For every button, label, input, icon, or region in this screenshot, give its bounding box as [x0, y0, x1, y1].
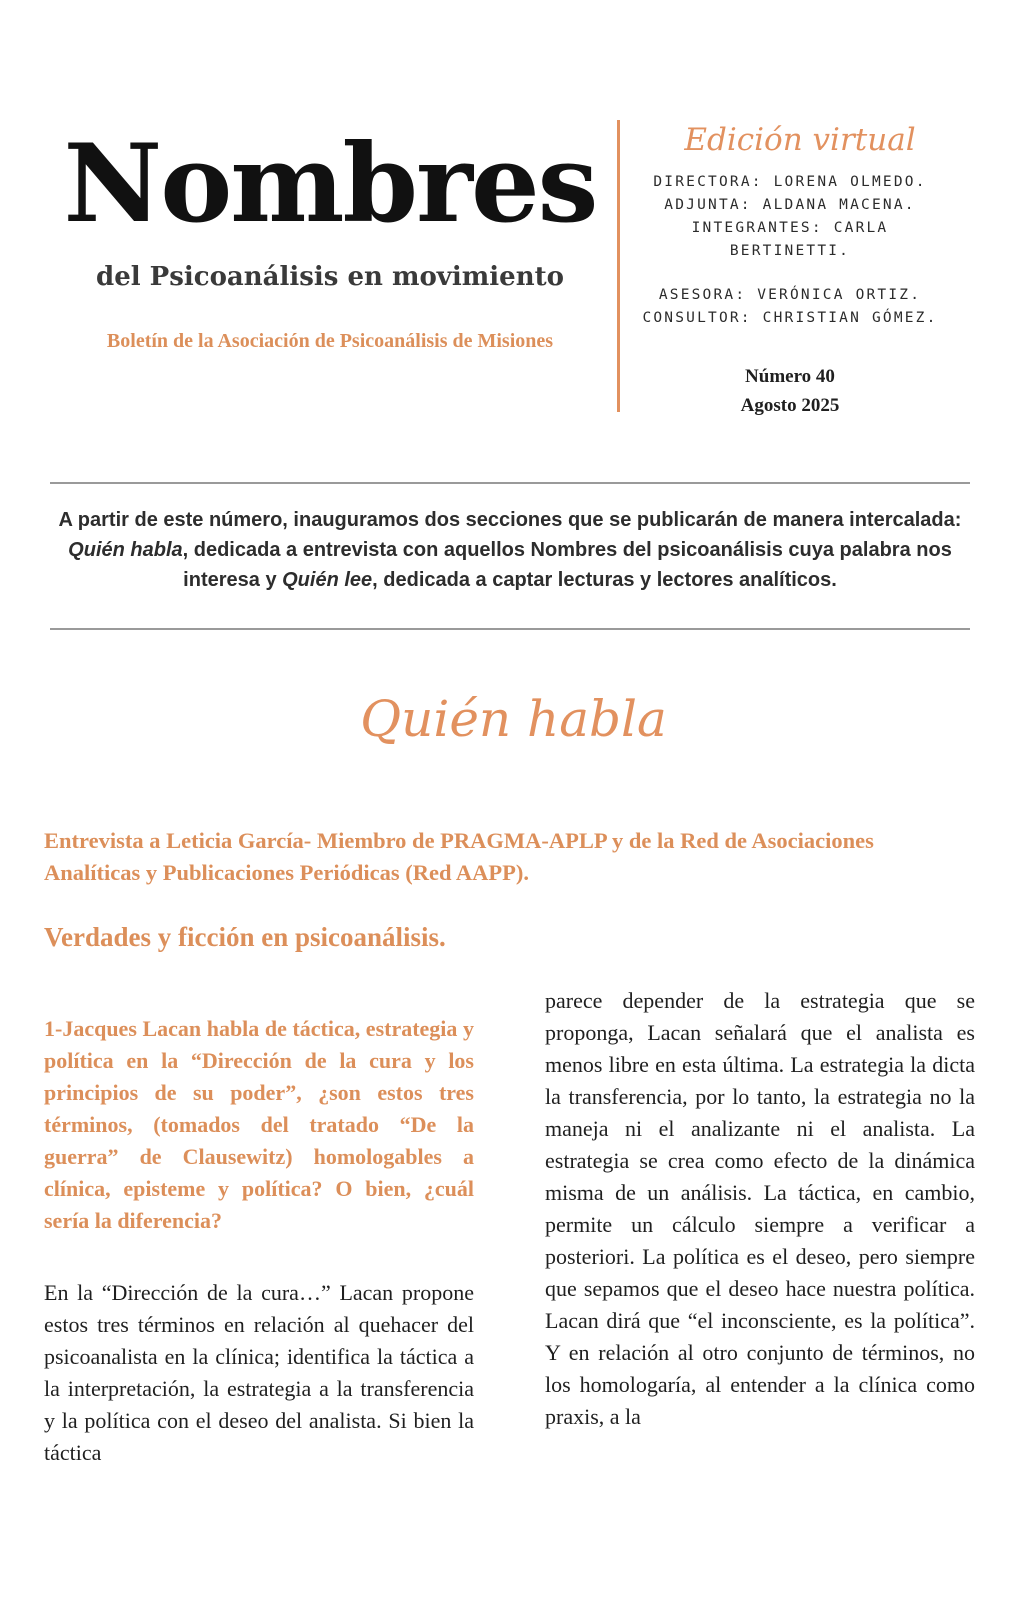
- intro-part: , dedicada a entrevista con aquellos Nombres del psicoanálisis cuya palabra nos interesa y: [182, 539, 952, 591]
- staff-line: DIRECTORA: LORENA OLMEDO.: [653, 174, 927, 190]
- intro-section-name: Quién habla: [68, 539, 183, 561]
- staff-line: ADJUNTA: ALDANA MACENA.: [664, 197, 916, 213]
- staff-line: ASESORA: VERÓNICA ORTIZ.: [658, 287, 922, 303]
- intro-text: [55, 505, 965, 595]
- intro-part: A partir de este número, inauguramos dos secciones que se publicarán de manera intercalada:: [58, 509, 962, 531]
- masthead-subtitle: del Psicoanálisis en movimiento: [96, 262, 564, 292]
- staff-line: INTEGRANTES: CARLA: [691, 220, 889, 236]
- intro-top-rule: [50, 482, 970, 484]
- advisor-list: [620, 284, 960, 330]
- article-subtitle: Verdades y ficción en psicoanálisis.: [44, 922, 446, 952]
- issue-number: Número 40: [745, 366, 835, 387]
- answer-column-left: En la “Dirección de la cura…” Lacan propone estos tres términos en relación al quehacer del psicoanalista en la clínica; identifica la táctica a la interpretación, la estrategia a la transferencia y la política con el deseo del analista. Si bien la táctica: [44, 1280, 474, 1465]
- section-heading: Quién habla: [360, 690, 667, 748]
- issue-date: Agosto 2025: [740, 395, 840, 416]
- edition-label: Edición virtual: [684, 122, 916, 158]
- staff-line: CONSULTOR: CHRISTIAN GÓMEZ.: [642, 310, 938, 326]
- interview-title: Entrevista a Leticia García- Miembro de PRAGMA-APLP y de la Red de Asociaciones Analíticas y Publicaciones Periódicas (Red AAPP).: [44, 828, 874, 885]
- staff-list: [620, 171, 960, 263]
- answer-column-right: parece depender de la estrategia que se proponga, Lacan señalará que el analista es menos libre en esta última. La estrategia la dicta la transferencia, por lo tanto, la estrategia no la maneja ni el analizante ni el analista. La estrategia se crea como efecto de la dinámica misma de un análisis. La táctica, en cambio, permite un cálculo siempre a verificar a posteriori. La política es el deseo, pero siempre que sepamos que el deseo hace nuestra política. Lacan dirá que “el inconsciente, es la política”. Y en relación al otro conjunto de términos, no los homologaría, al entender a la clínica como praxis, a la: [545, 988, 975, 1429]
- staff-line: BERTINETTI.: [729, 243, 851, 259]
- issue-info: [640, 362, 940, 420]
- intro-section-name: Quién lee: [282, 569, 373, 591]
- interview-question: 1-Jacques Lacan habla de táctica, estrategia y política en la “Dirección de la cura y los principios de su poder”, ¿son estos tres términos, (tomados del tratado “De la guerra” de Clausewitz) homologables a clínica, episteme y política? O bien, ¿cuál sería la diferencia?: [44, 1016, 474, 1233]
- intro-bottom-rule: [50, 628, 970, 630]
- masthead-title: Nombres: [63, 121, 597, 247]
- bulletin-caption: Boletín de la Asociación de Psicoanálisis de Misiones: [106, 330, 554, 352]
- vertical-divider: [617, 120, 620, 412]
- intro-part: , dedicada a captar lecturas y lectores analíticos.: [372, 569, 837, 591]
